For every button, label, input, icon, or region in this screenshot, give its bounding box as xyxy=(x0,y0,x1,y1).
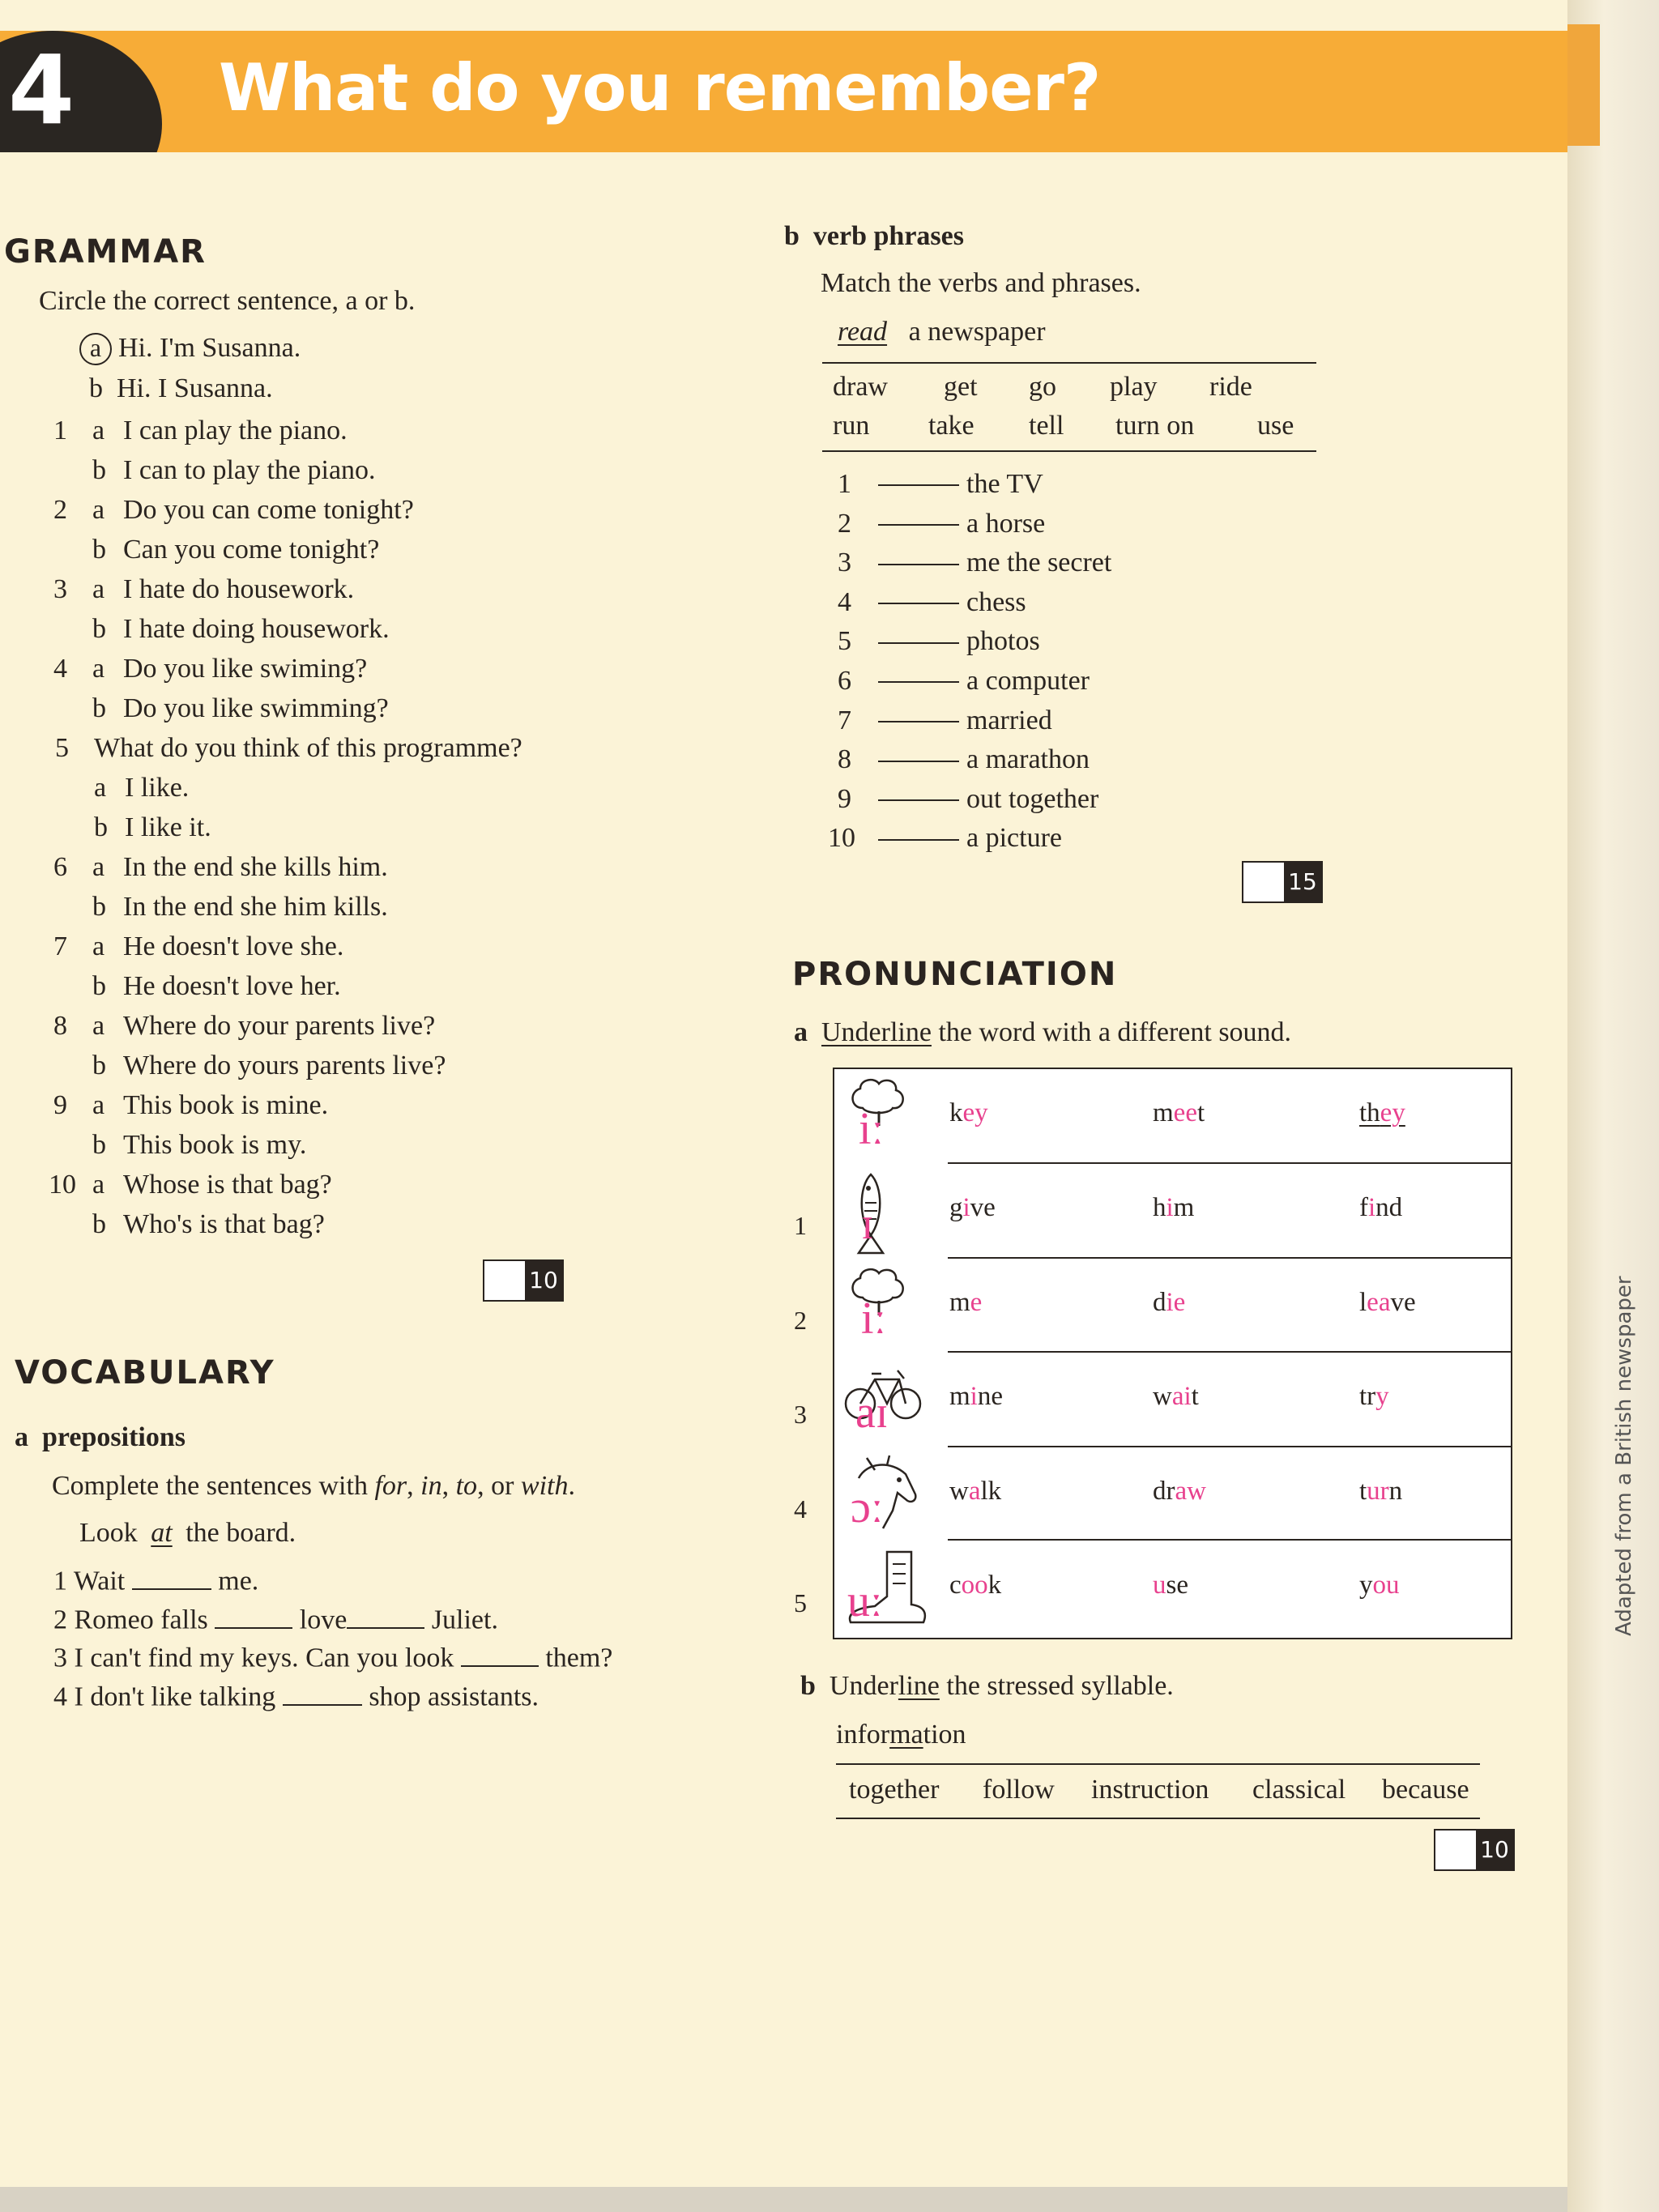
word-part: nd xyxy=(1375,1193,1403,1222)
option-label: a xyxy=(94,773,107,803)
phrase-number: 9 xyxy=(838,783,851,814)
option-label: b xyxy=(92,971,106,1001)
option-label: a xyxy=(92,852,105,882)
vocab-score-box xyxy=(1242,861,1323,903)
verb-word: tell xyxy=(1029,411,1064,441)
stress-box-top-rule xyxy=(836,1763,1480,1765)
grammar-item-number: 4 xyxy=(53,654,67,684)
vocab-a-example: Look at the board. xyxy=(79,1518,296,1548)
highlighted-sound: u xyxy=(1153,1571,1166,1600)
word-part: n xyxy=(1388,1477,1403,1506)
phrase-number: 3 xyxy=(838,548,851,578)
vocab-b-example: read a newspaper xyxy=(838,317,1046,347)
option-label: b xyxy=(92,693,106,723)
verb-phrase: a horse xyxy=(966,508,1046,539)
highlighted-sound: i xyxy=(1166,1193,1174,1222)
grammar-option-a[interactable]: I hate do housework. xyxy=(123,574,355,604)
option-label: a xyxy=(92,495,105,525)
verb-phrase: photos xyxy=(966,626,1040,657)
vocab-b-title: b verb phrases xyxy=(784,221,964,251)
answer-blank[interactable] xyxy=(878,630,959,643)
verb-word: get xyxy=(944,372,978,402)
answer-blank[interactable] xyxy=(878,552,959,565)
sound-symbol: iː xyxy=(861,1294,887,1344)
grammar-option-a[interactable]: Do you can come tonight? xyxy=(123,495,414,525)
grammar-item-number: 7 xyxy=(53,931,67,961)
sound-word[interactable] xyxy=(1153,1098,1205,1128)
verb-word: play xyxy=(1110,372,1158,402)
verb-word: run xyxy=(833,411,870,441)
pron-b-instruction: b Underline the stressed syllable. xyxy=(800,1671,1174,1701)
highlighted-sound: ey xyxy=(1380,1098,1405,1127)
word-part: k xyxy=(987,1571,1002,1600)
word-part: t xyxy=(1359,1477,1367,1506)
phrase-number: 7 xyxy=(838,705,851,735)
row-rule xyxy=(948,1257,1511,1259)
option-label: a xyxy=(92,654,105,684)
grammar-option-b[interactable]: Can you come tonight? xyxy=(123,535,380,565)
row-number: 5 xyxy=(794,1588,807,1617)
page-title: What do you remember? xyxy=(219,50,1101,126)
grammar-option-a[interactable]: Whose is that bag? xyxy=(123,1170,332,1200)
highlighted-sound: ai xyxy=(1171,1382,1192,1411)
score-total: 10 xyxy=(1476,1831,1513,1869)
verb-word: draw xyxy=(833,372,888,402)
verb-word: ride xyxy=(1209,372,1252,402)
grammar-option-a[interactable]: He doesn't love she. xyxy=(123,931,344,961)
sound-word[interactable] xyxy=(1359,1098,1405,1128)
vocab-a-item-3: 3 I can't find my keys. Can you look them? xyxy=(53,1640,612,1674)
grammar-score-box xyxy=(483,1259,564,1302)
highlighted-sound: ou xyxy=(1372,1571,1400,1600)
row-number: 3 xyxy=(794,1400,807,1429)
word-part: tr xyxy=(1359,1382,1376,1411)
word-part: t xyxy=(1191,1382,1199,1411)
option-label: a xyxy=(92,931,105,961)
sound-word[interactable] xyxy=(1359,1571,1400,1600)
grammar-heading: GRAMMAR xyxy=(4,233,207,271)
answer-blank[interactable] xyxy=(215,1602,292,1629)
answer-blank[interactable] xyxy=(878,473,959,486)
sound-word[interactable] xyxy=(1153,1193,1194,1223)
grammar-instruction: Circle the correct sentence, a or b. xyxy=(39,286,416,316)
sound-word[interactable] xyxy=(1153,1288,1185,1318)
sound-symbol: iː xyxy=(859,1104,885,1154)
word-part: h xyxy=(1153,1193,1166,1222)
answer-blank[interactable] xyxy=(878,827,959,840)
grammar-option-a[interactable]: I can play the piano. xyxy=(123,416,348,445)
pronunciation-score-box xyxy=(1434,1829,1515,1871)
stress-box-bottom-rule xyxy=(836,1818,1480,1819)
option-label: b xyxy=(94,812,108,842)
grammar-option-b[interactable]: Who's is that bag? xyxy=(123,1209,325,1239)
verb-word: use xyxy=(1257,411,1294,441)
option-label: b xyxy=(92,1130,106,1160)
phrase-number: 6 xyxy=(838,666,851,696)
verb-word: go xyxy=(1029,372,1056,402)
option-label: a xyxy=(92,1090,105,1120)
grammar-option-b[interactable]: This book is my. xyxy=(123,1130,307,1160)
sound-symbol: uː xyxy=(847,1576,883,1626)
word-box-top-rule xyxy=(822,362,1316,364)
word-part: ve xyxy=(970,1193,996,1222)
score-input[interactable] xyxy=(1243,863,1284,901)
phrase-number: 1 xyxy=(838,469,851,499)
vocab-a-item-4: 4 I don't like talking shop assistants. xyxy=(53,1679,539,1713)
word-part: dr xyxy=(1153,1477,1175,1506)
pronunciation-heading: PRONUNCIATION xyxy=(792,956,1118,993)
grammar-option-b[interactable]: In the end she him kills. xyxy=(123,892,388,922)
sound-word[interactable] xyxy=(1359,1193,1402,1223)
row-rule xyxy=(948,1162,1511,1164)
answer-blank[interactable] xyxy=(132,1563,211,1590)
sound-symbol: ɪ xyxy=(861,1199,874,1249)
row-rule xyxy=(948,1446,1511,1447)
grammar-option-a[interactable]: I like. xyxy=(125,773,190,803)
page-edge xyxy=(1567,0,1659,2212)
highlighted-sound: aw xyxy=(1175,1477,1206,1506)
verb-word: take xyxy=(928,411,975,441)
stress-word[interactable]: instruction xyxy=(1091,1775,1209,1805)
stress-word[interactable]: because xyxy=(1382,1775,1469,1805)
verb-phrase: me the secret xyxy=(966,548,1112,578)
grammar-example-a: a Hi. I'm Susanna. xyxy=(79,332,301,365)
word-part: g xyxy=(949,1193,963,1222)
page-edge-tab xyxy=(1567,24,1600,146)
grammar-option-a[interactable]: In the end she kills him. xyxy=(123,852,388,882)
word-part: w xyxy=(949,1477,969,1506)
word-part: ne xyxy=(977,1382,1003,1411)
sound-word[interactable] xyxy=(949,1098,988,1128)
row-rule xyxy=(948,1351,1511,1353)
phrase-number: 4 xyxy=(838,586,851,617)
highlighted-sound: ee xyxy=(1173,1098,1197,1127)
phrase-number: 5 xyxy=(838,626,851,657)
highlighted-sound: i xyxy=(970,1382,978,1411)
answer-blank[interactable] xyxy=(878,748,959,761)
grammar-option-a[interactable]: This book is mine. xyxy=(123,1090,329,1120)
vocab-a-instruction: Complete the sentences with for, in, to, or with. xyxy=(52,1471,575,1501)
word-box-bottom-rule xyxy=(822,450,1316,452)
answer-blank[interactable] xyxy=(878,788,959,801)
word-part: m xyxy=(949,1288,970,1317)
word-part: t xyxy=(1196,1098,1205,1127)
phrase-number: 10 xyxy=(828,823,855,854)
sound-word[interactable] xyxy=(949,1193,996,1223)
sound-word[interactable] xyxy=(949,1571,1001,1600)
word-part: m xyxy=(1173,1193,1195,1222)
highlighted-sound: ey xyxy=(962,1098,988,1127)
option-label: a xyxy=(92,416,105,445)
grammar-item-number: 1 xyxy=(53,416,67,445)
pron-a-instruction: a Underline the word with a different sound. xyxy=(794,1017,1292,1047)
vocab-a-item-2: 2 Romeo falls love Juliet. xyxy=(53,1602,498,1636)
source-note: Adapted from a British newspaper xyxy=(1612,1276,1636,1636)
bottom-shadow xyxy=(0,2187,1567,2212)
verb-phrase: a picture xyxy=(966,823,1062,854)
word-part: y xyxy=(1359,1571,1373,1600)
grammar-option-b[interactable]: Do you like swimming? xyxy=(123,693,389,723)
word-part: ve xyxy=(1390,1288,1416,1317)
grammar-item-number: 9 xyxy=(53,1090,67,1120)
sound-symbol: ɔː xyxy=(851,1482,884,1532)
stress-word[interactable]: together xyxy=(849,1775,940,1805)
sound-word[interactable] xyxy=(1153,1571,1188,1600)
grammar-item-number: 6 xyxy=(53,852,67,882)
grammar-option-b[interactable]: He doesn't love her. xyxy=(123,971,341,1001)
sound-word[interactable] xyxy=(1359,1382,1389,1412)
word-part: c xyxy=(949,1571,962,1600)
option-label: a xyxy=(92,574,105,604)
stress-word[interactable]: follow xyxy=(983,1775,1055,1805)
phrase-number: 2 xyxy=(838,508,851,539)
grammar-option-b[interactable]: I like it. xyxy=(125,812,211,842)
sound-word[interactable] xyxy=(1153,1382,1199,1412)
word-part: l xyxy=(1359,1288,1367,1317)
highlighted-sound: i xyxy=(1368,1193,1376,1222)
sound-word[interactable] xyxy=(1153,1477,1206,1507)
score-input[interactable] xyxy=(1435,1831,1476,1869)
vocab-a-item-1: 1 Wait me. xyxy=(53,1563,258,1597)
verb-phrase: a computer xyxy=(966,666,1090,696)
highlighted-sound: i xyxy=(962,1193,970,1222)
highlighted-sound: oo xyxy=(961,1571,988,1600)
grammar-question: What do you think of this programme? xyxy=(94,733,522,763)
option-label: b xyxy=(92,892,106,922)
grammar-option-b[interactable]: Where do yours parents live? xyxy=(123,1051,446,1080)
row-number: 4 xyxy=(794,1494,807,1524)
option-label: b xyxy=(92,455,106,485)
circled-a-icon: a xyxy=(79,333,112,365)
row-number: 2 xyxy=(794,1306,807,1335)
answer-blank[interactable] xyxy=(878,513,959,526)
grammar-item-number: 2 xyxy=(53,495,67,525)
phrase-number: 8 xyxy=(838,744,851,775)
grammar-example-b: b Hi. I Susanna. xyxy=(89,373,273,403)
vocabulary-heading: VOCABULARY xyxy=(15,1354,275,1392)
sound-word[interactable] xyxy=(949,1477,1001,1507)
grammar-option-a[interactable]: Where do your parents live? xyxy=(123,1011,436,1041)
option-label: b xyxy=(92,614,106,644)
word-part: se xyxy=(1166,1571,1188,1600)
grammar-item-number: 8 xyxy=(53,1011,67,1041)
sound-word[interactable] xyxy=(1359,1477,1402,1507)
pron-b-example: information xyxy=(836,1720,966,1750)
highlighted-sound: ie xyxy=(1166,1288,1186,1317)
answer-blank[interactable] xyxy=(347,1602,424,1629)
highlighted-sound: e xyxy=(970,1288,983,1317)
answer-blank[interactable] xyxy=(878,670,959,683)
highlighted-sound: ea xyxy=(1367,1288,1391,1317)
verb-phrase: married xyxy=(966,705,1052,735)
answer-blank[interactable] xyxy=(283,1679,362,1706)
answer-blank[interactable] xyxy=(461,1640,539,1667)
option-label: a xyxy=(92,1170,105,1200)
highlighted-sound: y xyxy=(1375,1382,1389,1411)
answer-blank[interactable] xyxy=(878,710,959,722)
option-label: b xyxy=(92,1209,106,1239)
answer-blank[interactable] xyxy=(878,591,959,604)
highlighted-sound: ur xyxy=(1367,1477,1389,1506)
grammar-option-b[interactable]: I can to play the piano. xyxy=(123,455,376,485)
verb-phrase: out together xyxy=(966,783,1099,814)
word-part: lk xyxy=(980,1477,1002,1506)
grammar-item-number: 10 xyxy=(49,1170,76,1200)
vocab-b-instruction: Match the verbs and phrases. xyxy=(821,268,1141,298)
grammar-option-b[interactable]: I hate doing housework. xyxy=(123,614,390,644)
sound-symbol: aɪ xyxy=(855,1387,889,1438)
row-rule xyxy=(948,1539,1511,1541)
verb-phrase: a marathon xyxy=(966,744,1090,775)
sound-word[interactable] xyxy=(949,1288,982,1318)
highlighted-sound: a xyxy=(968,1477,981,1506)
score-total: 15 xyxy=(1284,863,1321,901)
score-total: 10 xyxy=(525,1261,562,1300)
score-input[interactable] xyxy=(484,1261,525,1300)
unit-number: 4 xyxy=(8,34,75,146)
word-part: m xyxy=(1153,1098,1174,1127)
word-part: th xyxy=(1359,1098,1380,1127)
word-part: d xyxy=(1153,1288,1166,1317)
sound-word[interactable] xyxy=(1359,1288,1416,1318)
option-label: a xyxy=(92,1011,105,1041)
grammar-option-a[interactable]: Do you like swiming? xyxy=(123,654,368,684)
grammar-item-number: 3 xyxy=(53,574,67,604)
grammar-item-number: 5 xyxy=(55,733,69,763)
sound-word[interactable] xyxy=(949,1382,1003,1412)
verb-phrase: chess xyxy=(966,586,1026,617)
word-part: k xyxy=(949,1098,963,1127)
option-label: b xyxy=(92,1051,106,1080)
word-part: m xyxy=(949,1382,970,1411)
row-number: 1 xyxy=(794,1211,807,1240)
sounds-table xyxy=(833,1068,1512,1639)
verb-word: turn on xyxy=(1115,411,1195,441)
word-part: w xyxy=(1153,1382,1172,1411)
vocab-a-title: a prepositions xyxy=(15,1422,186,1452)
stress-word[interactable]: classical xyxy=(1252,1775,1346,1805)
verb-phrase: the TV xyxy=(966,469,1043,499)
word-part: f xyxy=(1359,1193,1368,1222)
option-label: b xyxy=(92,535,106,565)
